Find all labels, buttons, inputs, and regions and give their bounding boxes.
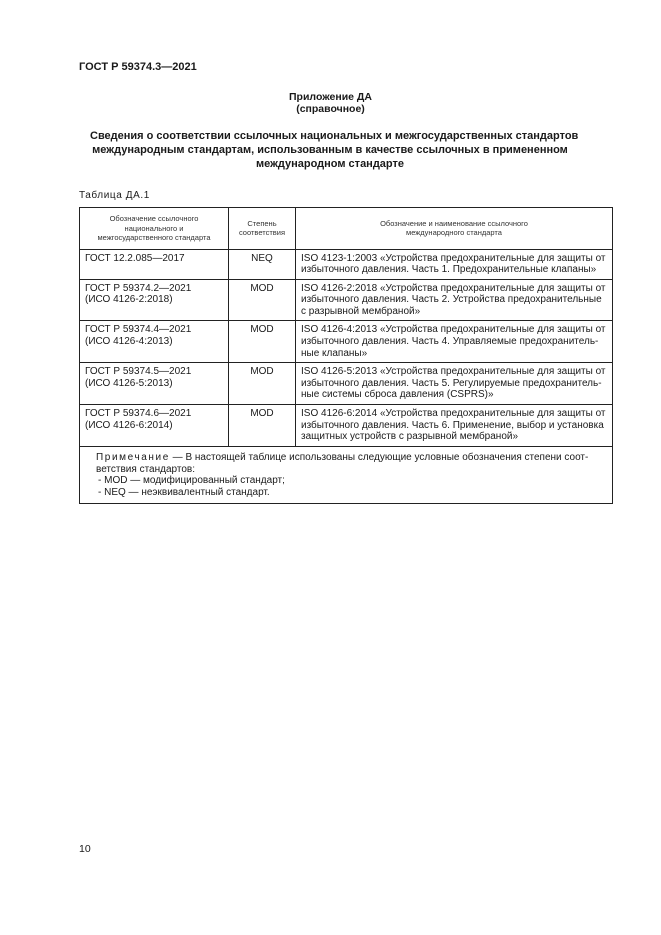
- note-item: - NEQ — неэквивалентный стандарт.: [98, 487, 270, 499]
- cell-international-standard: ISO 4126-6:2014 «Устройства предохранительные для защиты от избыточного давления. Часть 6. Применение, выбор и установка защитных устройств с разрывной мембраной»: [296, 405, 613, 447]
- note-label: Примечание: [96, 451, 170, 463]
- page-number: 10: [79, 843, 91, 855]
- note-text: ветствия стандартов:: [96, 463, 195, 475]
- annex-heading: [90, 129, 579, 171]
- table-row: [80, 279, 613, 321]
- table-row: [80, 249, 613, 279]
- document-code-header: ГОСТ Р 59374.3—2021: [79, 61, 197, 73]
- note-text: — В настоящей таблице использованы следующие условные обозначения степени соот-: [172, 451, 589, 463]
- table-row: [80, 363, 613, 405]
- cell-international-standard: ISO 4126-2:2018 «Устройства предохранительные для защиты от избыточного давления. Часть 2. Устройства предохранительные с разрывной мембраной»: [296, 279, 613, 321]
- table-row: [80, 405, 613, 447]
- annex-heading-line: международным стандартам, использованным в качестве ссылочных в примененном: [92, 144, 568, 156]
- annex-heading-line: Сведения о соответствии ссылочных национальных и межгосударственных стандартов: [90, 130, 579, 142]
- note-item: - MOD — модифицированный стандарт;: [98, 475, 285, 487]
- table-caption: Таблица ДА.1: [79, 190, 150, 201]
- table-note-row: [80, 446, 613, 503]
- cell-degree: MOD: [229, 321, 296, 363]
- cell-international-standard: ISO 4126-4:2013 «Устройства предохранительные для защиты от избыточного давления. Часть 4. Управляемые предохранитель- ные клапаны»: [296, 321, 613, 363]
- cell-degree: MOD: [229, 279, 296, 321]
- header-degree: Степень соответствия: [229, 208, 296, 250]
- cell-reference-standard: ГОСТ Р 59374.2—2021 (ИСО 4126-2:2018): [80, 279, 229, 321]
- cell-reference-standard: ГОСТ Р 59374.5—2021 (ИСО 4126-5:2013): [80, 363, 229, 405]
- annex-name: Приложение ДА: [289, 91, 372, 103]
- header-reference-standard: Обозначение ссылочного национального и межгосударственного стандарта: [80, 208, 229, 250]
- header-international-standard: Обозначение и наименование ссылочного международного стандарта: [296, 208, 613, 250]
- cell-reference-standard: ГОСТ Р 59374.6—2021 (ИСО 4126-6:2014): [80, 405, 229, 447]
- cell-reference-standard: ГОСТ Р 59374.4—2021 (ИСО 4126-4:2013): [80, 321, 229, 363]
- table-header-row: [80, 208, 613, 250]
- cell-reference-standard: ГОСТ 12.2.085—2017: [80, 249, 229, 279]
- cell-degree: NEQ: [229, 249, 296, 279]
- annex-status: (справочное): [296, 103, 365, 115]
- cell-international-standard: ISO 4123-1:2003 «Устройства предохранительные для защиты от избыточного давления. Часть 1. Предохранительные клапаны»: [296, 249, 613, 279]
- annex-heading-line: международном стандарте: [255, 158, 405, 170]
- correspondence-table: [79, 207, 613, 504]
- table-row: [80, 321, 613, 363]
- cell-international-standard: ISO 4126-5:2013 «Устройства предохранительные для защиты от избыточного давления. Часть 5. Регулируемые предохранитель- ные системы сброса давления (CSPRS)»: [296, 363, 613, 405]
- cell-degree: MOD: [229, 405, 296, 447]
- table-note: [80, 446, 613, 503]
- cell-degree: MOD: [229, 363, 296, 405]
